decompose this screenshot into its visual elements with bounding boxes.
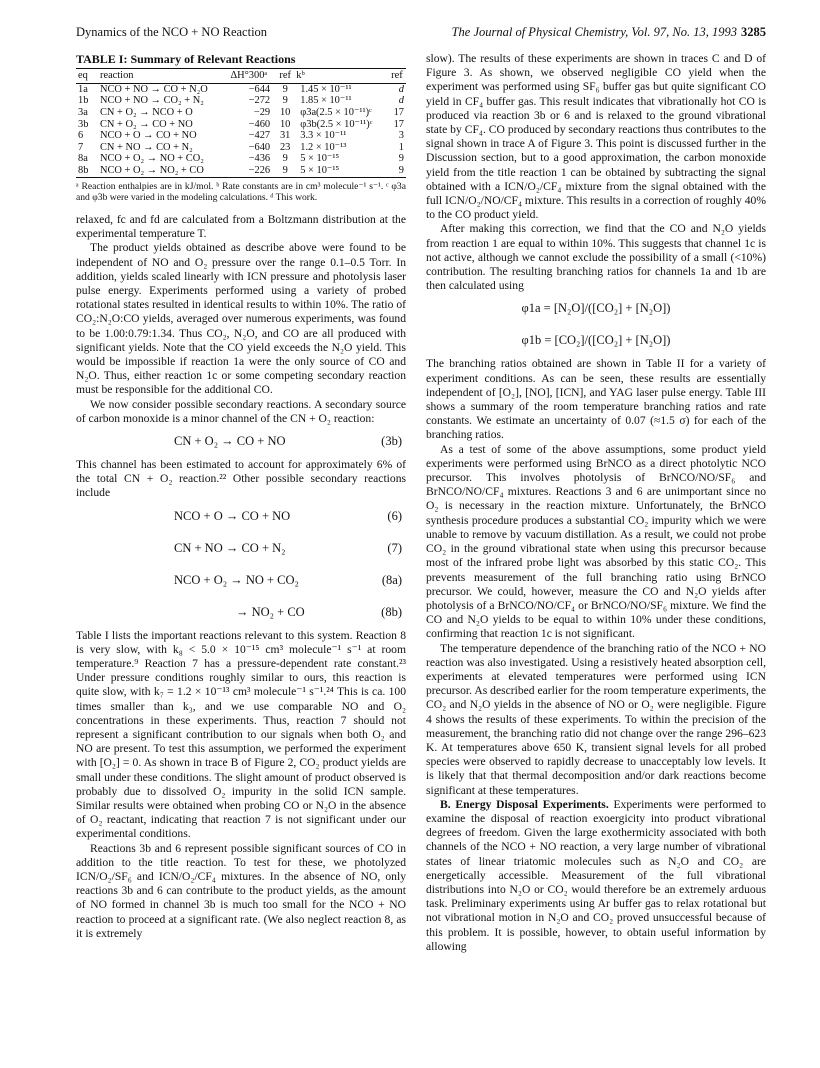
equation-number: (7) [387, 540, 402, 555]
paragraph: We now consider possible secondary reactions. A secondary source of carbon monoxide is a minor channel of the CN + O₂ reaction: [76, 397, 406, 425]
cell-enthalpy: −640 [248, 141, 271, 153]
equation-phi-1b [426, 325, 766, 357]
cell-ref2: 17 [393, 118, 404, 130]
cell-k: 5 × 10⁻¹⁵ [300, 153, 340, 165]
cell-eq: 8a [78, 153, 88, 165]
cell-ref2: 17 [393, 106, 404, 118]
equation-expression: CN + NO → CO + N₂ [174, 540, 286, 555]
cell-eq: 1a [78, 83, 88, 95]
cell-enthalpy: −427 [248, 130, 271, 142]
cell-ref: 9 [282, 153, 288, 165]
cell-enthalpy: −272 [248, 95, 271, 107]
cell-ref2: 3 [398, 130, 404, 142]
table-row [76, 107, 406, 119]
cell-ref: 31 [279, 130, 291, 142]
cell-eq: 7 [78, 141, 84, 153]
right-column [426, 52, 766, 954]
cell-enthalpy: −29 [253, 106, 271, 118]
equation-expression: φ1b = [CO₂]/([CO₂] + [N₂O]) [521, 333, 671, 348]
cell-reaction: CN + NO → CO + N₂ [100, 141, 193, 153]
paragraph: The branching ratios obtained are shown in Table II for a variety of experiment conditions. As can be seen, these results are essentially independent of [O₂], [NO], [ICN], and YAG laser pulse energy. Table III shows a summary of the room temperature branching ratios and rate constants. We estimate an uncertainty of 0.07 (≈1.5 σ) for each of the branching ratios. [426, 357, 766, 442]
cell-eq: 3b [78, 118, 89, 130]
cell-ref2: d [398, 83, 404, 95]
table-footnotes: ᵃ Reaction enthalpies are in kJ/mol. ᵇ Rate constants are in cm³ molecule⁻¹ s⁻¹. ᶜ φ3a and φ3b were varied in the modeling calculations. ᵈ This work. [76, 180, 406, 203]
cell-ref2: 9 [398, 153, 404, 165]
cell-k: 1.45 × 10⁻¹¹ [300, 83, 352, 95]
cell-k: 3.3 × 10⁻¹¹ [300, 130, 347, 142]
col-header-reaction: reaction [98, 69, 228, 84]
running-header [76, 25, 766, 41]
paragraph: The temperature dependence of the branching ratio of the NCO + NO reaction was also investigated. Using a resistively heated absorption cell, experiments at elevated temperatures were performed using ICN precursor. As described earlier for the room temperature experiments, the CO₂ and N₂O yields in the absence of NO or O₂ were negligible. Figure 4 shows the results of these experiments. To within the precision of the measurement, the branching ratio did not change over the range 296–623 K. At temperatures above 650 K, transient signal levels for all probed species were observed to rapidly decrease to unacceptably low levels. It is likely that that thermal decomposition and/or dark reactions become significant at these temperatures. [426, 641, 766, 797]
equation-expression: CN + O₂ → CO + NO [174, 434, 286, 448]
cell-ref2: 9 [388, 165, 406, 177]
table-row [76, 153, 406, 165]
paragraph: As a test of some of the above assumptions, some product yield experiments were performed using BrNCO as a direct photolytic NCO precursor. This involves photolysis of BrNCO/NO/SF₆ and BrNCO/NO/CF₄ mixtures. Reactions 3 and 6 are unimportant since no O₂ is necessary in the reaction mixture. Unfortunately, the BrNCO synthesis procedure produces a substantial CO₂ impurity which we were unable to remove by vacuum distillation. As a result, we could not probe CO₂ in the ground vibrational state when using this precursor because most of the infrared probe light was absorbed by this static CO₂. This prevents measurement of the full branching ratio using BrNCO precursor. We could, however, measure the CO and N₂O yields after photolysis of a BrNCO/NO/CF₄ or BrNCO/NO/SF₆ mixture. We find the CO and N₂O yields to be equal to within 10% under these conditions, confirming that reaction 1c is not significant. [426, 442, 766, 641]
equation-number: (8b) [381, 604, 402, 619]
paragraph: Table I lists the important reactions relevant to this system. Reaction 8 is very slow, with k₈ < 5.0 × 10⁻¹⁵ cm³ molecule⁻¹ s⁻¹ at room temperature.⁹ Reaction 7 has a pressure-dependent rate constant.²³ Under pressure conditions roughly similar to ours, this reaction is quite slow, with k₇ = 1.2 × 10⁻¹³ cm³ molecule⁻¹ s⁻¹.²⁴ This is ca. 100 times smaller than k₃, and we use comparable NO and O₂ concentrations in these experiments. Thus, reaction 7 should not represent a significant contribution to our signals when both O₂ and NO are present. To test this assumption, we performed the experiment with [O₂] = 0. As shown in trace B of Figure 2, CO₂ product yields are small under these conditions. The slight amount of product observed is probably due to dissolved O₂ impurity in the solid ICN sample. Similar results were obtained when probing CO or N₂O in the absence of O₂ reactant, indicating that reaction 7 is not significant under our experimental conditions. [76, 628, 406, 841]
cell-k: 5 × 10⁻¹⁵ [294, 165, 388, 177]
cell-reaction: NCO + O → CO + NO [100, 130, 197, 142]
table-row [76, 130, 406, 142]
equation-number: (6) [387, 508, 402, 523]
equation-7 [76, 533, 406, 565]
cell-ref: 9 [282, 95, 288, 107]
cell-enthalpy: −226 [228, 165, 276, 177]
paragraph [426, 798, 766, 954]
equation-3b [76, 426, 406, 458]
left-column [76, 52, 406, 941]
paragraph: relaxed, fc and fd are calculated from a Boltzmann distribution at the experimental temperature T. [76, 212, 406, 241]
equation-expression: NCO + O → CO + NO [174, 508, 291, 523]
cell-ref: 9 [282, 83, 288, 95]
col-header-enthalpy: ΔH°300ᵃ [228, 69, 276, 84]
cell-reaction: NCO + NO → CO + N₂O [100, 83, 208, 95]
cell-reaction: NCO + NO → CO₂ + N₂ [100, 95, 204, 107]
journal-citation [452, 25, 766, 39]
equation-expression: → NO₂ + CO [236, 604, 305, 619]
equation-expression: NCO + O₂ → NO + CO₂ [174, 572, 299, 587]
reactions-table [76, 68, 406, 177]
equation-8a [76, 565, 406, 597]
cell-enthalpy: −460 [248, 118, 271, 130]
section-title: B. Energy Disposal Experiments. [440, 797, 609, 811]
cell-eq: 1b [78, 95, 89, 107]
col-header-k: kᵇ [294, 69, 388, 84]
cell-k: φ3b(2.5 × 10⁻¹¹)ᶜ [300, 118, 373, 130]
journal-name: The Journal of Physical Chemistry, Vol. 97, No. 13, 1993 [451, 25, 737, 39]
cell-reaction: CN + O₂ → NCO + O [100, 106, 193, 118]
table-row [76, 142, 406, 154]
table-row [76, 83, 406, 95]
cell-ref: 9 [276, 165, 294, 177]
col-header-ref: ref [276, 69, 294, 84]
cell-ref2: 1 [398, 141, 404, 153]
paragraph: After making this correction, we find that the CO and N₂O yields from reaction 1 are equal to within 10%. This suggests that channel 1c is not active, although we cannot exclude the possibility of a small (<10%) contribution. The resulting branching ratios for channels 1a and 1b are then calculated using [426, 222, 766, 293]
table-row [76, 165, 406, 177]
cell-eq: 3a [78, 106, 88, 118]
equation-phi-1a [426, 293, 766, 325]
paragraph: The product yields obtained as describe above were found to be independent of NO and O₂ pressure over the range 0.1–0.5 Torr. In addition, yields scaled linearly with ICN pressure and photolysis laser pulse energy. Experiments performed using a variety of probed rotational states resulted in identical results to within 10%. The ratio of CO₂:N₂O:CO yields, averaged over numerous experiments, was found to be 1.00:0.79:1.34. Thus CO₂, N₂O, and CO are all produced with significant yields. Note that the CO yield exceeds the N₂O yield. This would be impossible if reaction 1a were the only source of CO and N₂O. Thus, either reaction 1c or some competing secondary reaction must be responsible for the additional CO. [76, 241, 406, 397]
cell-reaction: CN + O₂ → CO + NO [100, 118, 193, 130]
cell-eq: 8b [76, 165, 98, 177]
equation-6 [76, 501, 406, 533]
equation-number: (8a) [381, 572, 402, 587]
col-header-eq: eq [76, 69, 98, 84]
col-header-ref2: ref [388, 69, 406, 84]
cell-enthalpy: −436 [248, 153, 271, 165]
table-title: TABLE I: Summary of Relevant Reactions [76, 52, 296, 66]
equation-number: (3b) [381, 434, 402, 448]
cell-ref2: d [398, 95, 404, 107]
equation-8b [76, 597, 406, 629]
running-title: Dynamics of the NCO + NO Reaction [76, 25, 268, 39]
cell-eq: 6 [78, 130, 84, 142]
cell-ref: 10 [279, 118, 291, 130]
page-number: 3285 [741, 25, 766, 39]
paragraph: This channel has been estimated to account for approximately 6% of the total CN + O₂ reaction.²² Other possible secondary reactions include [76, 458, 406, 500]
cell-ref: 10 [279, 106, 291, 118]
cell-enthalpy: −644 [248, 83, 271, 95]
table-header-row [76, 69, 406, 84]
table-row [76, 95, 406, 107]
paragraph: Reactions 3b and 6 represent possible significant sources of CO in addition to the title reaction. To test for these, we photolyzed ICN/O₂/SF₆ and ICN/O₂/CF₄ mixtures. In the absence of NO, only reactions 3b and 6 can contribute to the product yields, as the amount of NO formed in channel 3b is much too small for the NCO + NO reaction to proceed at a significant rate. (We also neglect reaction 8, as it is extremely [76, 841, 406, 940]
cell-reaction: NCO + O₂ → NO₂ + CO [98, 165, 228, 177]
cell-reaction: NCO + O₂ → NO + CO₂ [100, 153, 204, 165]
cell-k: φ3a(2.5 × 10⁻¹¹)ᶜ [300, 106, 372, 118]
table-row [76, 119, 406, 131]
equation-expression: φ1a = [N₂O]/([CO₂] + [N₂O]) [521, 301, 671, 316]
cell-k: 1.2 × 10⁻¹³ [300, 141, 347, 153]
cell-k: 1.85 × 10⁻¹¹ [300, 95, 352, 107]
paragraph: slow). The results of these experiments are shown in traces C and D of Figure 3. As shown, we observed negligible CO yield when the experiment was performed using SF₆ buffer gas but quite significant CO yield in CF₄ buffer gas. This result indicates that vibrationally hot CO is produced via reaction 3b or 6 and is relaxed to the ground vibrational state by CF₄. CO produced by secondary reactions thus contributes to the signal shown in trace A of Figure 3. This point is discussed further in the Discussion section, but to a good approximation, the carbon monoxide yield from the title reaction 1 can be obtained by subtracting the signal obtained with a ICN/O₂/CF₄ mixture from the signal obtained with the full ICN/O₂/NO/CF₄ mixture. This results in a correction of roughly 40% to the CO product yield. [426, 52, 766, 222]
cell-ref: 23 [279, 141, 291, 153]
paragraph-text: Experiments were performed to examine the disposal of reaction exoergicity into product vibrational degrees of freedom. Given the large exothermicity associated with both channels of the NCO + NO reaction, a very large number of vibrational states of linear triatomic molecules such as N₂O and CO₂ are energetically accessible. Measurement of the full vibrational distributions into N₂O or CO₂ would therefore be an extremely arduous task. Preliminary experiments using Ar buffer gas to relax rotational but not vibrational motion in N₂O and CO₂ proved unsuccessful because of this problem. It is possible, however, to obtain useful information by allowing [426, 797, 766, 953]
